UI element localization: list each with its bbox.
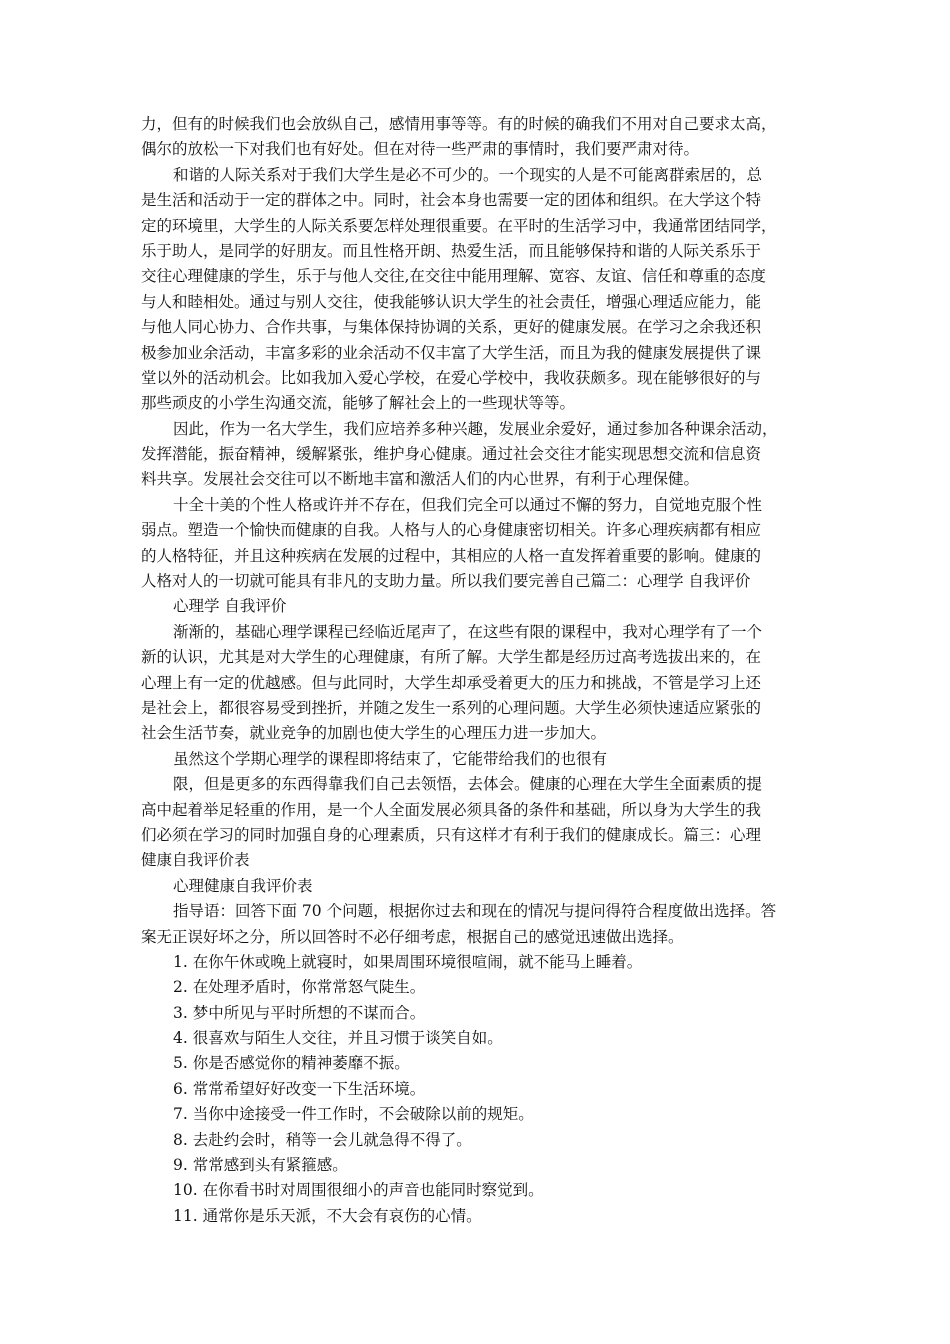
text-line: 渐渐的，基础心理学课程已经临近尾声了，在这些有限的课程中，我对心理学有了一个: [173, 622, 763, 641]
text-line: 1. 在你午休或晚上就寝时，如果周围环境很喧闹，就不能马上睡着。: [173, 952, 643, 971]
text-line: 是生活和活动于一定的群体之中。同时，社会本身也需要一定的团体和组织。在大学这个特: [141, 191, 762, 210]
text-line: 3. 梦中所见与平时所想的不谋而合。: [173, 1003, 426, 1022]
text-line: 11. 通常你是乐天派，不大会有哀伤的心情。: [173, 1206, 482, 1225]
text-line: 极参加业余活动，丰富多彩的业余活动不仅丰富了大学生活，而且为我的健康发展提供了课: [141, 343, 762, 362]
text-line: 9. 常常感到头有紧箍感。: [173, 1156, 348, 1175]
text-line: 7. 当你中途接受一件工作时，不会破除以前的规矩。: [173, 1105, 534, 1124]
text-line: 十全十美的个性人格或许并不存在，但我们完全可以通过不懈的努力，自觉地克服个性: [173, 495, 763, 514]
text-line: 指导语：回答下面 70 个问题，根据你过去和现在的情况与提问得符合程度做出选择。答: [173, 902, 777, 921]
text-line: 偶尔的放松一下对我们也有好处。但在对待一些严肃的事情时，我们要严肃对待。: [141, 140, 700, 159]
text-line: 虽然这个学期心理学的课程即将结束了，它能带给我们的也很有: [173, 749, 608, 768]
text-line: 料共享。发展社会交往可以不断地丰富和激活人们的内心世界，有利于心理保健。: [141, 470, 700, 489]
text-line: 4. 很喜欢与陌生人交往，并且习惯于谈笑自如。: [173, 1029, 503, 1048]
text-line: 那些顽皮的小学生沟通交流，能够了解社会上的一些现状等等。: [141, 394, 576, 413]
text-line: 与他人同心协力、合作共事，与集体保持协调的关系，更好的健康发展。在学习之余我还积: [141, 318, 762, 337]
text-line: 心理健康自我评价表: [173, 876, 313, 895]
text-line: 心理学 自我评价: [173, 597, 287, 616]
text-line: 健康自我评价表: [141, 851, 250, 870]
text-line: 10. 在你看书时对周围很细小的声音也能同时察觉到。: [173, 1181, 544, 1200]
text-line: 人格对人的一切就可能具有非凡的支助力量。所以我们要完善自己篇二：心理学 自我评价: [141, 572, 751, 591]
text-line: 新的认识，尤其是对大学生的心理健康，有所了解。大学生都是经历过高考选拔出来的，在: [141, 648, 762, 667]
text-line: 6. 常常希望好好改变一下生活环境。: [173, 1079, 426, 1098]
text-line: 乐于助人，是同学的好朋友。而且性格开朗、热爱生活，而且能够保持和谐的人际关系乐于: [141, 241, 762, 260]
text-line: 因此，作为一名大学生，我们应培养多种兴趣，发展业余爱好，通过参加各种课余活动，: [173, 419, 778, 438]
text-line: 高中起着举足轻重的作用，是一个人全面发展必须具备的条件和基础，所以身为大学生的我: [141, 800, 762, 819]
text-line: 交往心理健康的学生，乐于与他人交往,在交往中能用理解、宽容、友谊、信任和尊重的态度: [141, 267, 766, 286]
text-line: 8. 去赴约会时，稍等一会儿就急得不得了。: [173, 1130, 472, 1149]
text-line: 是社会上，都很容易受到挫折，并随之发生一系列的心理问题。大学生必须快速适应紧张的: [141, 698, 762, 717]
text-line: 2. 在处理矛盾时，你常常怒气陡生。: [173, 978, 426, 997]
text-line: 的人格特征，并且这种疾病在发展的过程中，其相应的人格一直发挥着重要的影响。健康的: [141, 546, 762, 565]
text-line: 心理上有一定的优越感。但与此同时，大学生却承受着更大的压力和挑战，不管是学习上还: [141, 673, 762, 692]
text-line: 与人和睦相处。通过与别人交往，使我能够认识大学生的社会责任，增强心理适应能力，能: [141, 292, 762, 311]
document-page: [141, 112, 811, 1229]
text-line: 们必须在学习的同时加强自身的心理素质，只有这样才有利于我们的健康成长。篇三：心理: [141, 825, 762, 844]
text-line: 限，但是更多的东西得靠我们自己去领悟，去体会。健康的心理在大学生全面素质的提: [173, 775, 763, 794]
text-line: 定的环境里，大学生的人际关系要怎样处理很重要。在平时的生活学习中，我通常团结同学，: [141, 216, 777, 235]
text-line: 发挥潜能，振奋精神，缓解紧张，维护身心健康。通过社会交往才能实现思想交流和信息资: [141, 445, 762, 464]
text-line: 弱点。塑造一个愉快而健康的自我。人格与人的心身健康密切相关。许多心理疾病都有相应: [141, 521, 762, 540]
text-line: 社会生活节奏，就业竞争的加剧也使大学生的心理压力进一步加大。: [141, 724, 607, 743]
text-line: 和谐的人际关系对于我们大学生是必不可少的。一个现实的人是不可能离群索居的，总: [173, 165, 763, 184]
text-line: 力，但有的时候我们也会放纵自己，感情用事等等。有的时候的确我们不用对自己要求太高，: [141, 115, 777, 133]
text-line: 堂以外的活动机会。比如我加入爱心学校，在爱心学校中，我收获颇多。现在能够很好的与: [141, 368, 762, 387]
text-line: 5. 你是否感觉你的精神萎靡不振。: [173, 1054, 410, 1073]
text-line: 案无正误好坏之分，所以回答时不必仔细考虑，根据自己的感觉迅速做出选择。: [141, 927, 684, 946]
